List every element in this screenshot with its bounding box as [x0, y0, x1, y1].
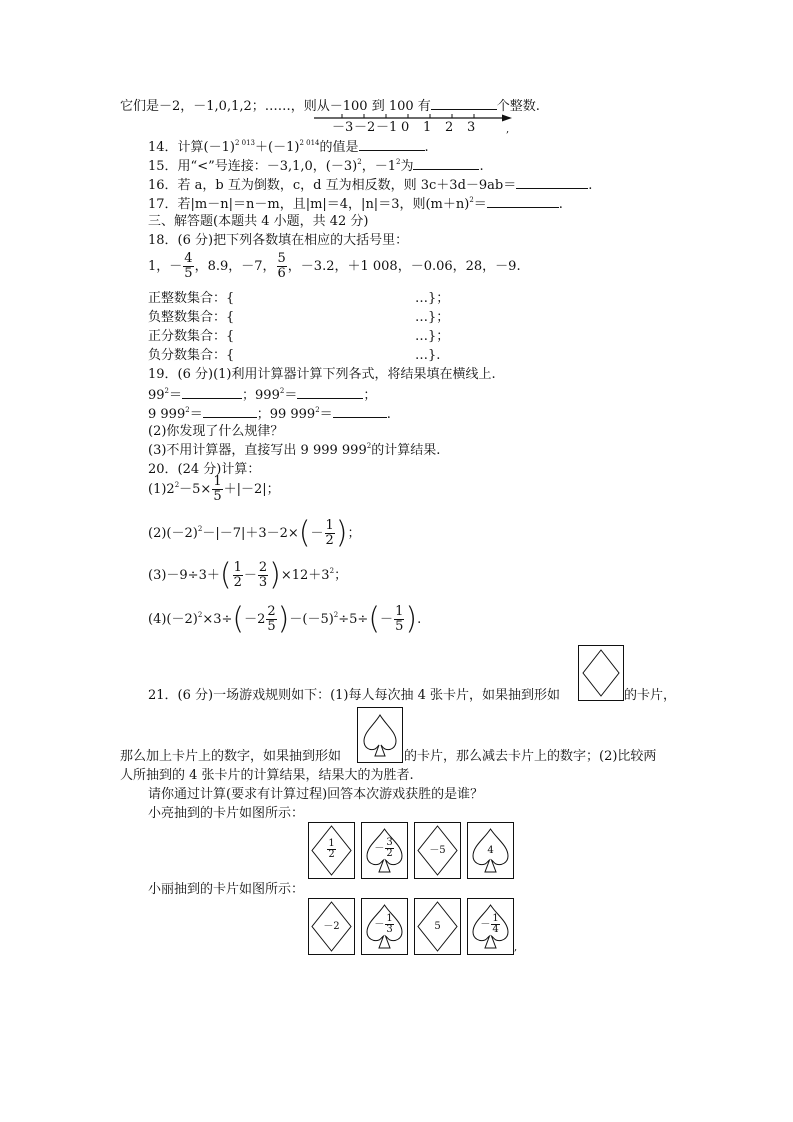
q20-expr-1: $(1)2^2-5\times$ $\frac{1}{5}$ ＋|－2|；: [148, 474, 280, 504]
diamond-card-example: [578, 645, 624, 701]
q19-title: 19．(6 分)(1)利用计算器计算下列各式，将结果填在横线上.: [148, 367, 496, 382]
q20-expr-2: $(2)(-2)^2-|-7|+3-2\times(-$ $\frac{1}{2}$ )；: [148, 515, 361, 551]
number-line-labels: [310, 120, 510, 136]
answer-blank[interactable]: [487, 195, 559, 208]
xiaoliang-card-2: － $\frac{3}{2}$: [361, 822, 408, 879]
answer-blank[interactable]: [359, 138, 425, 151]
q20-expr-4: $(4)(-2)^2\times 3\div(-2$ $\frac{2}{5}$ )$-(-5)^2\div 5\div(-$ $\frac{1}{5}$ ).: [148, 601, 422, 637]
q18-numbers: 1，－ $\frac{4}{5}$ ，8.9，－7， $\frac{5}{6}$ ，－3.2，＋1 008，－0.06，28，－9.: [148, 251, 521, 281]
tick-label: 1: [423, 120, 432, 135]
q20-title: 20．(24 分)计算：: [148, 462, 261, 477]
set-negative-integers: 负整数集合：{: [148, 310, 235, 325]
q19-part3: (3)不用计算器，直接写出 9 999 $999^2$的计算结果.: [148, 442, 441, 458]
section-heading: 三、解答题(本题共 4 小题，共 42 分): [148, 214, 369, 229]
answer-blank[interactable]: [431, 97, 497, 110]
xiaoli-card-1: －2: [308, 898, 355, 955]
q15: 15．用“<”号连接：－3,1,0，$(-3)^2$，$-1^2$为 .: [148, 158, 484, 174]
q19-row-a: $99^2=$ ；$999^2=$ ；: [148, 387, 377, 403]
tick-label: －1: [376, 120, 398, 135]
q17: 17．若|m－n|＝n－m，且|m|＝4，|n|＝3，则$(m+n)^2=$ .: [148, 196, 563, 212]
end-mark: ,: [514, 942, 518, 953]
set-positive-integers: 正整数集合：{: [148, 291, 235, 306]
tick-label: 0: [401, 120, 410, 135]
q13-line: 它们是－2，－1,0,1,2；……，则从－100 到 100 有 个整数.: [120, 99, 540, 114]
q16: 16．若 a，b 互为倒数，c，d 互为相反数，则 3c＋3d－9ab＝ .: [148, 178, 593, 193]
answer-blank[interactable]: [413, 157, 479, 170]
answer-blank[interactable]: [203, 405, 257, 418]
q21-line2b: 的卡片，那么减去卡片上的数字；(2)比较两: [404, 749, 657, 764]
spade-card-example: [357, 707, 403, 763]
set-negative-fractions: 负分数集合：{: [148, 348, 235, 363]
set-tail: …}；: [415, 329, 450, 344]
q21-line2a: 那么加上卡片上的数字，如果抽到形如: [120, 749, 342, 764]
tick-label: 3: [467, 120, 476, 135]
q14: 14．计算$(-1)^{2 013}+(-1)^{2 014}$的值是 .: [148, 139, 429, 155]
xiaoliang-card-3: －5: [414, 822, 461, 879]
q21-line1: 21．(6 分)一场游戏规则如下：(1)每人每次抽 4 张卡片，如果抽到形如: [148, 688, 561, 703]
xiaoliang-card-1: $\frac{1}{2}$: [308, 822, 355, 879]
answer-blank[interactable]: [333, 405, 387, 418]
q21-line6: 小丽抽到的卡片如图所示：: [148, 882, 305, 897]
q19-row-b: 9 $999^2=$ ；99 $999^2=$ .: [148, 406, 391, 422]
xiaoliang-card-4: 4: [467, 822, 514, 879]
q21-line4: 请你通过计算(要求有计算过程)回答本次游戏获胜的是谁？: [148, 787, 484, 802]
tick-label: 2: [445, 120, 454, 135]
set-tail: …}；: [415, 291, 450, 306]
q21-line5: 小亮抽到的卡片如图所示：: [148, 806, 305, 821]
xiaoli-card-3: 5: [414, 898, 461, 955]
answer-blank[interactable]: [297, 386, 363, 399]
q21-line1-end: 的卡片，: [624, 688, 677, 703]
q19-part2: (2)你发现了什么规律？: [148, 424, 284, 439]
q21-line3: 人所抽到的 4 张卡片的计算结果，结果大的为胜者.: [120, 768, 414, 783]
xiaoli-card-4: － $\frac{1}{4}$: [467, 898, 514, 955]
tick-label: －3: [332, 120, 354, 135]
set-tail: …}.: [415, 348, 441, 363]
q20-expr-3: (3)－9÷3＋( $\frac{1}{2}$ － $\frac{2}{3}$ )$\times 12+3^2$；: [148, 557, 348, 593]
xiaoli-card-2: － $\frac{1}{3}$: [361, 898, 408, 955]
tick-label: －2: [354, 120, 376, 135]
q18-title: 18．(6 分)把下列各数填在相应的大括号里：: [148, 233, 409, 248]
spade-icon: [358, 708, 402, 762]
set-tail: …}；: [415, 310, 450, 325]
answer-blank[interactable]: [182, 386, 242, 399]
set-positive-fractions: 正分数集合：{: [148, 329, 235, 344]
end-mark: ,: [506, 124, 510, 135]
diamond-icon: [579, 646, 623, 700]
answer-blank[interactable]: [516, 176, 588, 189]
